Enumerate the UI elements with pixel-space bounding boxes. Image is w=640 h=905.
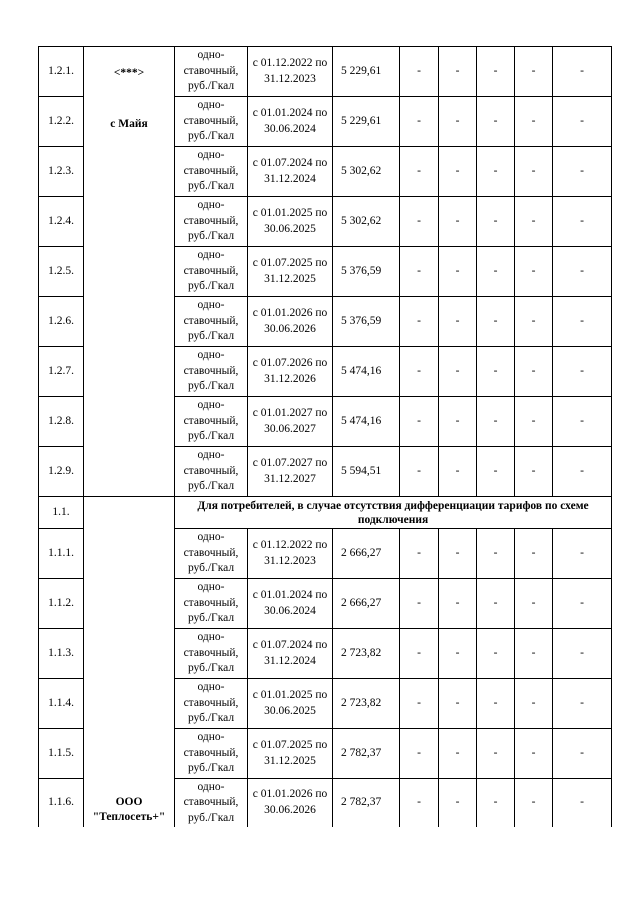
- tariff-value: 5 376,59: [333, 297, 400, 347]
- row-number: 1.2.1.: [39, 47, 84, 97]
- empty-dash: -: [515, 729, 553, 779]
- tariff-period: с 01.07.2025 по 31.12.2025: [248, 247, 333, 297]
- tariff-period: с 01.07.2024 по 31.12.2024: [248, 147, 333, 197]
- empty-dash: -: [439, 529, 477, 579]
- empty-dash: -: [400, 529, 439, 579]
- empty-dash: -: [515, 47, 553, 97]
- tariff-unit: одно-ставочный, руб./Гкал: [175, 197, 248, 247]
- section-header-row: [39, 497, 612, 529]
- tariff-period: с 01.01.2024 по 30.06.2024: [248, 579, 333, 629]
- tariff-period: с 01.07.2024 по 31.12.2024: [248, 629, 333, 679]
- empty-dash: -: [515, 529, 553, 579]
- empty-dash: -: [477, 247, 515, 297]
- empty-dash: -: [439, 447, 477, 497]
- tariff-period: с 01.01.2025 по 30.06.2025: [248, 679, 333, 729]
- empty-dash: -: [515, 197, 553, 247]
- tariff-period: с 01.01.2024 по 30.06.2024: [248, 97, 333, 147]
- tariff-value: 5 302,62: [333, 197, 400, 247]
- empty-dash: -: [439, 579, 477, 629]
- tariff-unit: одно-ставочный, руб./Гкал: [175, 147, 248, 197]
- tariff-unit: одно-ставочный, руб./Гкал: [175, 47, 248, 97]
- empty-dash: -: [400, 47, 439, 97]
- tariff-unit: одно-ставочный, руб./Гкал: [175, 247, 248, 297]
- empty-dash: -: [553, 529, 612, 579]
- empty-dash: -: [553, 779, 612, 827]
- empty-dash: -: [477, 297, 515, 347]
- section-title: Для потребителей, в случае отсутствия дифференциации тарифов по схеме подключения: [175, 497, 612, 529]
- tariff-value: 5 594,51: [333, 447, 400, 497]
- tariff-value: 5 376,59: [333, 247, 400, 297]
- empty-dash: -: [439, 629, 477, 679]
- empty-dash: -: [553, 579, 612, 629]
- row-number: 1.2.3.: [39, 147, 84, 197]
- empty-dash: -: [439, 47, 477, 97]
- tariff-unit: одно-ставочный, руб./Гкал: [175, 729, 248, 779]
- tariff-period: с 01.07.2027 по 31.12.2027: [248, 447, 333, 497]
- tariff-period: с 01.12.2022 по 31.12.2023: [248, 529, 333, 579]
- tariff-value: 2 723,82: [333, 629, 400, 679]
- row-number: 1.1.1.: [39, 529, 84, 579]
- empty-dash: -: [400, 629, 439, 679]
- tariff-period: с 01.01.2026 по 30.06.2026: [248, 297, 333, 347]
- empty-dash: -: [400, 397, 439, 447]
- empty-dash: -: [477, 779, 515, 827]
- empty-dash: -: [553, 147, 612, 197]
- tariff-unit: одно-ставочный, руб./Гкал: [175, 679, 248, 729]
- empty-dash: -: [515, 629, 553, 679]
- empty-dash: -: [439, 147, 477, 197]
- empty-dash: -: [439, 779, 477, 827]
- row-number: 1.2.8.: [39, 397, 84, 447]
- tariff-period: с 01.01.2025 по 30.06.2025: [248, 197, 333, 247]
- empty-dash: -: [477, 47, 515, 97]
- empty-dash: -: [515, 579, 553, 629]
- tariff-period: с 01.01.2026 по 30.06.2026: [248, 779, 333, 827]
- empty-dash: -: [439, 297, 477, 347]
- empty-dash: -: [553, 247, 612, 297]
- empty-dash: -: [439, 729, 477, 779]
- tariff-value: 2 782,37: [333, 779, 400, 827]
- empty-dash: -: [515, 147, 553, 197]
- empty-dash: -: [553, 297, 612, 347]
- organization-location: с Майя: [110, 118, 148, 130]
- row-number: 1.1.3.: [39, 629, 84, 679]
- tariff-period: с 01.12.2022 по 31.12.2023: [248, 47, 333, 97]
- tariff-unit: одно-ставочный, руб./Гкал: [175, 779, 248, 827]
- empty-dash: -: [477, 629, 515, 679]
- tariff-unit: одно-ставочный, руб./Гкал: [175, 579, 248, 629]
- tariff-value: 5 229,61: [333, 97, 400, 147]
- organization-name: ООО "Теплосеть+": [84, 497, 175, 827]
- empty-dash: -: [400, 679, 439, 729]
- row-number: 1.2.7.: [39, 347, 84, 397]
- row-number: 1.1.5.: [39, 729, 84, 779]
- tariff-period: с 01.01.2027 по 30.06.2027: [248, 397, 333, 447]
- row-number: 1.2.9.: [39, 447, 84, 497]
- empty-dash: -: [515, 347, 553, 397]
- row-number: 1.1.4.: [39, 679, 84, 729]
- empty-dash: -: [400, 197, 439, 247]
- organization-mask: <***>: [113, 67, 145, 79]
- empty-dash: -: [477, 729, 515, 779]
- tariff-unit: одно-ставочный, руб./Гкал: [175, 97, 248, 147]
- empty-dash: -: [439, 97, 477, 147]
- row-number: 1.1.2.: [39, 579, 84, 629]
- row-number: 1.1.6.: [39, 779, 84, 827]
- tariff-unit: одно-ставочный, руб./Гкал: [175, 297, 248, 347]
- tariff-value: 5 474,16: [333, 397, 400, 447]
- empty-dash: -: [553, 197, 612, 247]
- empty-dash: -: [439, 247, 477, 297]
- organization-name: [84, 47, 175, 497]
- empty-dash: -: [400, 297, 439, 347]
- empty-dash: -: [553, 347, 612, 397]
- tariff-table: [38, 46, 612, 827]
- row-number: 1.2.2.: [39, 97, 84, 147]
- tariff-value: 2 723,82: [333, 679, 400, 729]
- tariff-value: 5 474,16: [333, 347, 400, 397]
- section-number: 1.1.: [39, 497, 84, 529]
- table-body: [39, 47, 612, 827]
- empty-dash: -: [515, 679, 553, 729]
- empty-dash: -: [400, 729, 439, 779]
- empty-dash: -: [477, 529, 515, 579]
- empty-dash: -: [553, 447, 612, 497]
- tariff-value: 2 782,37: [333, 729, 400, 779]
- empty-dash: -: [515, 247, 553, 297]
- empty-dash: -: [477, 147, 515, 197]
- tariff-unit: одно-ставочный, руб./Гкал: [175, 629, 248, 679]
- empty-dash: -: [553, 629, 612, 679]
- empty-dash: -: [477, 347, 515, 397]
- empty-dash: -: [400, 579, 439, 629]
- empty-dash: -: [477, 197, 515, 247]
- empty-dash: -: [439, 679, 477, 729]
- empty-dash: -: [553, 47, 612, 97]
- tariff-value: 5 302,62: [333, 147, 400, 197]
- empty-dash: -: [553, 397, 612, 447]
- empty-dash: -: [477, 97, 515, 147]
- tariff-unit: одно-ставочный, руб./Гкал: [175, 347, 248, 397]
- tariff-unit: одно-ставочный, руб./Гкал: [175, 397, 248, 447]
- empty-dash: -: [515, 397, 553, 447]
- tariff-value: 2 666,27: [333, 529, 400, 579]
- empty-dash: -: [515, 97, 553, 147]
- empty-dash: -: [477, 679, 515, 729]
- empty-dash: -: [439, 347, 477, 397]
- row-number: 1.2.6.: [39, 297, 84, 347]
- empty-dash: -: [400, 347, 439, 397]
- empty-dash: -: [515, 297, 553, 347]
- empty-dash: -: [553, 679, 612, 729]
- tariff-period: с 01.07.2025 по 31.12.2025: [248, 729, 333, 779]
- empty-dash: -: [553, 729, 612, 779]
- empty-dash: -: [515, 447, 553, 497]
- row-number: 1.2.4.: [39, 197, 84, 247]
- row-number: 1.2.5.: [39, 247, 84, 297]
- empty-dash: -: [477, 447, 515, 497]
- empty-dash: -: [553, 97, 612, 147]
- empty-dash: -: [400, 247, 439, 297]
- empty-dash: -: [400, 779, 439, 827]
- empty-dash: -: [477, 397, 515, 447]
- tariff-value: 5 229,61: [333, 47, 400, 97]
- tariff-period: с 01.07.2026 по 31.12.2026: [248, 347, 333, 397]
- empty-dash: -: [439, 197, 477, 247]
- empty-dash: -: [439, 397, 477, 447]
- table-row: [39, 47, 612, 97]
- empty-dash: -: [400, 447, 439, 497]
- tariff-unit: одно-ставочный, руб./Гкал: [175, 447, 248, 497]
- empty-dash: -: [400, 147, 439, 197]
- tariff-unit: одно-ставочный, руб./Гкал: [175, 529, 248, 579]
- empty-dash: -: [477, 579, 515, 629]
- empty-dash: -: [400, 97, 439, 147]
- empty-dash: -: [515, 779, 553, 827]
- tariff-value: 2 666,27: [333, 579, 400, 629]
